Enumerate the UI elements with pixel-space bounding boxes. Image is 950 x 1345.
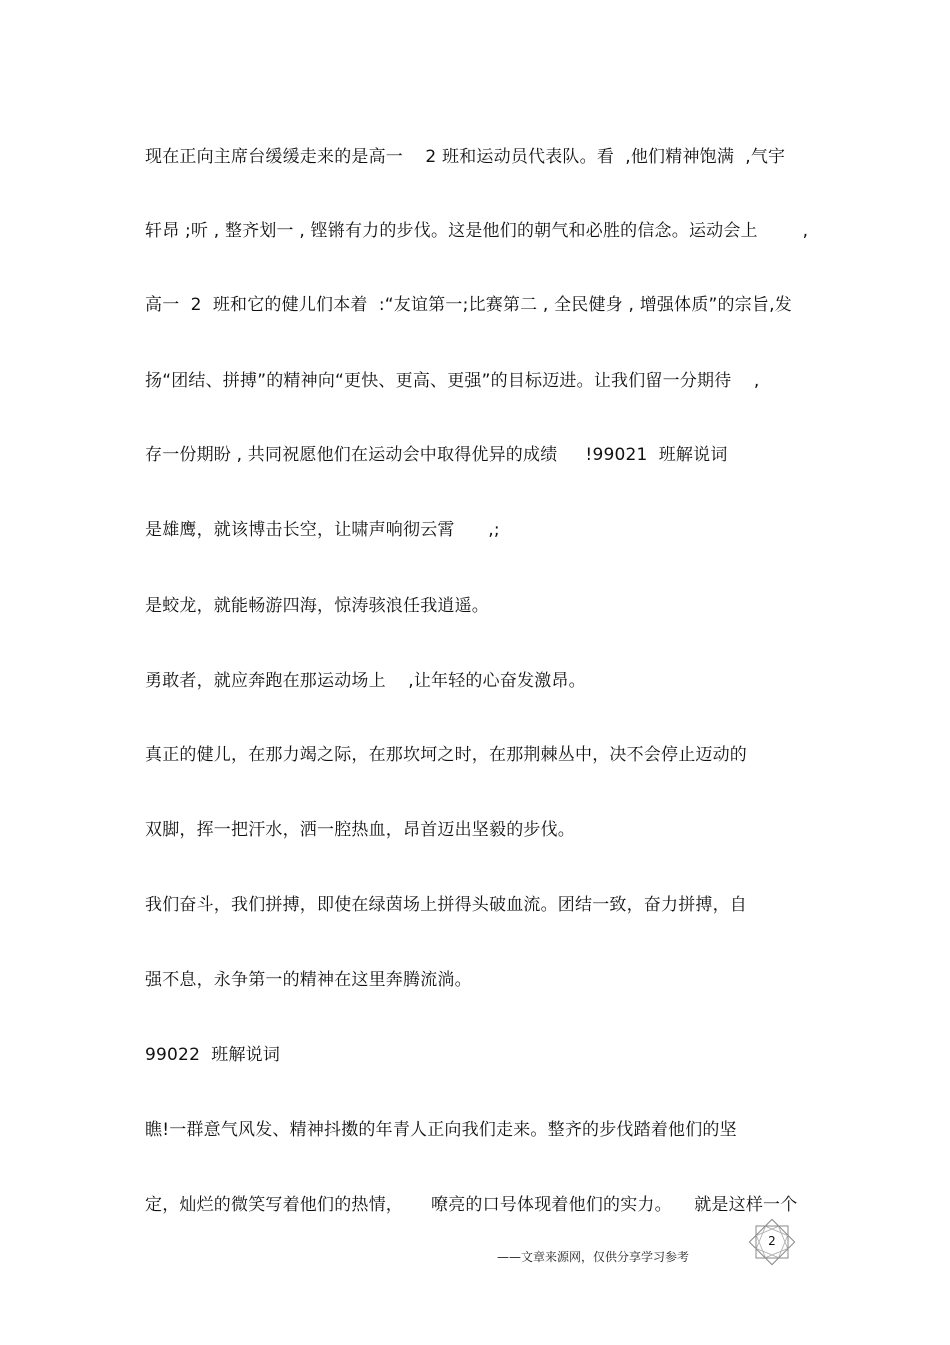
page-badge-icon [748,1218,796,1266]
section-heading: 99022 班解说词 [145,1045,281,1065]
text-line: 轩昂 ;听 , 整齐划一 , 铿锵有力的步伐。这是他们的朝气和必胜的信念。运动会上 , [145,221,809,241]
text-line: 勇敢者，就应奔跑在那运动场上 ,让年轻的心奋发激昂。 [145,671,586,691]
text-line: 定，灿烂的微笑写着他们的热情， 嘹亮的口号体现着他们的实力。 就是这样一个 [145,1195,798,1215]
text-line: 是雄鹰，就该博击长空，让啸声响彻云霄 ,; [145,520,500,540]
text-line: 双脚，挥一把汗水，洒一腔热血，昂首迈出坚毅的步伐。 [145,820,575,840]
text-line: 强不息，永争第一的精神在这里奔腾流淌。 [145,970,472,990]
text-line: 现在正向主席台缓缓走来的是高一 2 班和运动员代表队。看 ,他们精神饱满 ,气宇 [145,147,786,167]
text-line: 真正的健儿，在那力竭之际，在那坎坷之时，在那荆棘丛中，决不会停止迈动的 [145,745,747,765]
text-line: 存一份期盼 , 共同祝愿他们在运动会中取得优异的成绩 !99021 班解说词 [145,445,728,465]
footer-source-note: ——文章来源网，仅供分享学习参考 [497,1250,690,1264]
text-line: 扬“团结、拼搏”的精神向“更快、更高、更强”的目标迈进。让我们留一分期待 , [145,371,760,391]
text-line: 瞧!一群意气风发、精神抖擞的年青人正向我们走来。整齐的步伐踏着他们的坚 [145,1120,737,1140]
text-line: 是蛟龙，就能畅游四海，惊涛骇浪任我逍遥。 [145,596,489,616]
page-number: 2 [768,1234,776,1248]
text-line: 高一 2 班和它的健儿们本着 :“友谊第一;比赛第二 , 全民健身 , 增强体质”的宗旨,发 [145,295,792,315]
text-line: 我们奋斗，我们拼搏，即使在绿茵场上拼得头破血流。团结一致，奋力拼搏，自 [145,895,747,915]
